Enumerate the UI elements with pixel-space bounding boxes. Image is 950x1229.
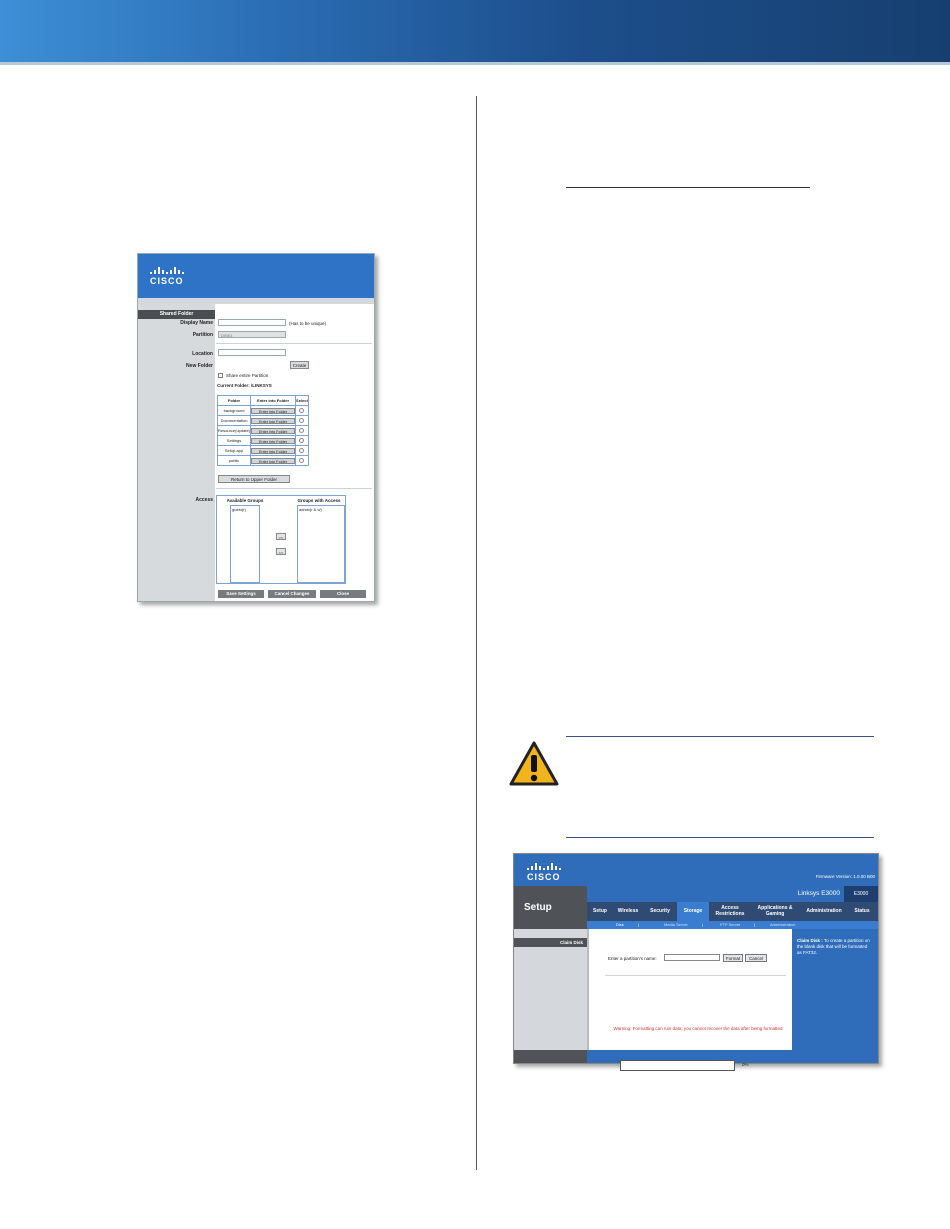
help-title: Claim Disk :	[797, 938, 823, 943]
tab-administration[interactable]: Administration	[806, 907, 842, 914]
cisco-bars-icon	[150, 267, 184, 274]
enter-folder-button[interactable]: Enter into Folder	[251, 428, 295, 434]
partition-label: Partition	[192, 332, 213, 338]
share-entire-partition-label: Share entire Partition	[226, 373, 269, 378]
partition-field: DISK1	[218, 331, 286, 338]
column-divider	[476, 96, 477, 1170]
table-row	[218, 436, 309, 446]
location-input[interactable]	[218, 349, 286, 356]
firmware-version: Firmware Version: 1.0.00 B00	[815, 874, 875, 879]
current-folder-label: Current Folder: /LINKSYS	[217, 383, 272, 388]
available-groups-list[interactable]	[230, 505, 260, 583]
table-header-row	[218, 396, 309, 406]
model-name: Linksys E3000	[797, 890, 840, 897]
enter-header: Enter into Folder	[251, 396, 296, 406]
subtab-separator: |	[638, 922, 640, 927]
cancel-button[interactable]: Cancel	[745, 954, 767, 962]
enter-folder-button[interactable]: Enter into Folder	[251, 418, 295, 424]
divider	[605, 975, 786, 976]
table-row	[218, 416, 309, 426]
share-entire-partition-checkbox[interactable]	[218, 373, 223, 378]
enter-folder-button[interactable]: Enter into Folder	[251, 458, 295, 464]
left-footer	[514, 1050, 587, 1063]
divider	[216, 488, 372, 489]
access-groups	[216, 495, 346, 584]
subtab-media-server[interactable]: Media Server	[664, 922, 688, 927]
tab-wireless[interactable]: Wireless	[617, 907, 639, 914]
tab-applications-gaming[interactable]: Applications & Gaming	[757, 905, 793, 917]
enter-folder-button[interactable]: Enter into Folder	[251, 438, 295, 444]
claim-disk-section-label: Claim Disk	[514, 938, 587, 947]
folder-name: Documentation	[218, 416, 251, 426]
folder-name: public	[218, 456, 251, 466]
list-item[interactable]: admin(r & w)	[299, 507, 322, 512]
folder-name: background	[218, 406, 251, 416]
header-rule	[0, 62, 950, 65]
available-groups-header: Available Groups	[226, 498, 264, 503]
table-row	[218, 406, 309, 416]
select-radio[interactable]	[299, 448, 304, 453]
subtab-disk[interactable]: Disk	[616, 922, 624, 927]
groups-with-access-header: Groups with Access	[297, 498, 341, 503]
subtab-separator: |	[702, 922, 704, 927]
folder-name: Settings	[218, 436, 251, 446]
display-name-input[interactable]	[218, 319, 286, 326]
tab-storage[interactable]: Storage	[677, 902, 709, 921]
table-row	[218, 446, 309, 456]
left-panel	[138, 304, 215, 601]
folder-header: Folder	[218, 396, 251, 406]
list-item[interactable]: guest(r)	[232, 507, 246, 512]
divider	[216, 343, 372, 344]
model-number: E3000	[844, 886, 878, 902]
folder-table	[217, 395, 309, 466]
select-radio[interactable]	[299, 438, 304, 443]
save-settings-button[interactable]: Save Settings	[218, 590, 264, 598]
setup-title: Setup	[524, 902, 552, 913]
enter-folder-button[interactable]: Enter into Folder	[251, 448, 295, 454]
cisco-bars-icon	[527, 863, 561, 870]
cancel-changes-button[interactable]: Cancel Changes	[268, 590, 316, 598]
enter-folder-button[interactable]: Enter into Folder	[251, 408, 295, 414]
help-body: To create a partition on the blank disk that will be formatted as FAT32.	[797, 938, 870, 955]
add-group-button[interactable]: >>	[276, 533, 286, 540]
new-folder-label: New Folder	[186, 363, 213, 369]
access-label: Access	[195, 497, 213, 503]
warning-bottom-rule	[566, 837, 874, 838]
storage-disk-screenshot	[513, 853, 879, 1067]
router-header	[514, 854, 878, 886]
format-progress-bar	[620, 1060, 735, 1071]
table-row	[218, 426, 309, 436]
progress-percent: 0%	[742, 1062, 749, 1067]
folder-name: Resource(update)	[218, 426, 251, 436]
select-radio[interactable]	[299, 428, 304, 433]
warning-icon	[508, 740, 560, 788]
tab-access-restrictions[interactable]: Access Restrictions	[715, 905, 745, 917]
partition-name-input[interactable]	[664, 954, 720, 961]
subtab-administration[interactable]: Administration	[770, 922, 796, 927]
display-name-label: Display Name	[180, 320, 213, 326]
help-text	[797, 938, 873, 956]
remove-group-button[interactable]: <<	[276, 548, 286, 555]
select-radio[interactable]	[299, 418, 304, 423]
create-button[interactable]: Create	[290, 361, 309, 369]
tab-security[interactable]: Security	[650, 907, 670, 914]
cisco-wordmark: CISCO	[150, 276, 184, 286]
tab-setup[interactable]: Setup	[593, 907, 607, 914]
left-panel	[514, 929, 587, 1063]
page-header-banner	[0, 0, 950, 62]
select-header: Select	[296, 396, 309, 406]
close-button[interactable]: Close	[320, 590, 366, 598]
select-radio[interactable]	[299, 458, 304, 463]
shared-folder-screenshot	[137, 253, 375, 602]
format-button[interactable]: Format	[723, 954, 743, 962]
unique-hint: (Has to be unique)	[289, 321, 327, 326]
groups-with-access-list[interactable]	[297, 505, 345, 583]
warning-top-rule	[566, 736, 874, 737]
table-row	[218, 456, 309, 466]
cisco-wordmark: CISCO	[527, 872, 561, 882]
format-warning: Warning: Formatting can ruin data; you cannot recover the data after being formatted	[613, 1026, 783, 1031]
section-rule	[566, 187, 810, 188]
subtab-ftp-server[interactable]: FTP Server	[720, 922, 741, 927]
partition-name-label: Enter a partition's name:	[608, 956, 657, 961]
tab-status[interactable]: Status	[854, 907, 870, 914]
subtab-separator: |	[754, 922, 756, 927]
location-label: Location	[192, 351, 213, 357]
section-label: Shared Folder	[138, 310, 215, 319]
folder-name: Setup.app	[218, 446, 251, 456]
return-upper-folder-button[interactable]: Return to Upper Folder	[218, 475, 290, 483]
select-radio[interactable]	[299, 408, 304, 413]
